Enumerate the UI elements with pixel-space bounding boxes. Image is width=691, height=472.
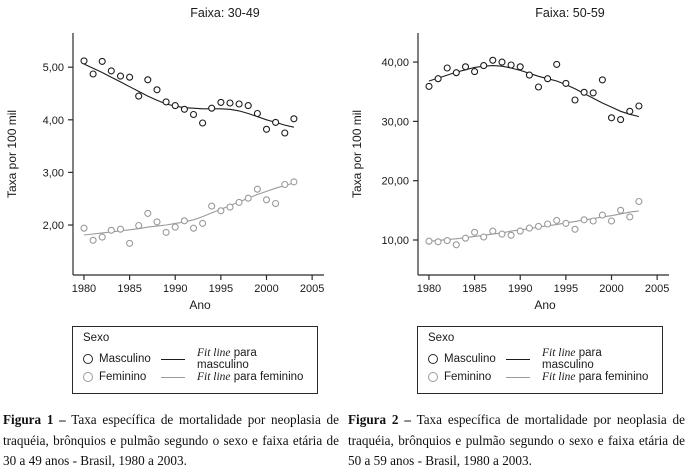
data-point-masculino xyxy=(254,111,260,117)
data-point-feminino xyxy=(453,242,459,248)
data-point-feminino xyxy=(636,199,642,205)
data-point-masculino xyxy=(581,89,587,95)
figure1-column xyxy=(0,0,345,472)
data-point-masculino xyxy=(99,58,105,64)
legend-masculino-label: Masculino xyxy=(444,353,496,365)
legend-feminino-label: Feminino xyxy=(444,371,492,383)
data-point-masculino xyxy=(163,99,169,105)
fit-line-rest: para feminino xyxy=(575,371,649,383)
data-point-masculino xyxy=(481,63,487,69)
fit-line-rest: para masculino xyxy=(542,347,602,371)
data-point-masculino xyxy=(463,64,469,70)
chart-title: Faixa: 30-49 xyxy=(190,6,260,20)
data-point-masculino xyxy=(127,74,133,80)
fit-line-feminino xyxy=(84,183,294,235)
data-point-feminino xyxy=(563,220,569,226)
data-point-feminino xyxy=(282,182,288,188)
data-point-feminino xyxy=(618,207,624,213)
data-point-feminino xyxy=(145,210,151,216)
x-axis-label: Ano xyxy=(189,298,211,312)
data-point-feminino xyxy=(264,197,270,203)
y-tick-label: 10,00 xyxy=(381,235,409,248)
data-point-masculino xyxy=(191,112,197,118)
data-point-masculino xyxy=(145,77,151,83)
data-point-feminino xyxy=(81,225,87,231)
fit-line-italic: Fit line xyxy=(542,371,576,383)
x-tick-label: 1985 xyxy=(462,283,487,295)
data-point-feminino xyxy=(435,239,441,245)
data-point-feminino xyxy=(590,218,596,224)
data-point-masculino xyxy=(572,97,578,103)
fit-line-rest: para feminino xyxy=(230,371,304,383)
data-point-feminino xyxy=(90,237,96,243)
legend-title: Sexo xyxy=(428,332,455,344)
x-tick-label: 2000 xyxy=(254,283,279,295)
data-point-masculino xyxy=(499,59,505,65)
data-point-feminino xyxy=(517,228,523,234)
data-point-feminino xyxy=(154,219,160,225)
y-tick-label: 3,00 xyxy=(42,167,64,180)
data-point-feminino xyxy=(526,225,532,231)
data-point-masculino xyxy=(118,73,124,79)
data-point-masculino xyxy=(273,119,279,125)
figure2-caption-text: Taxa específica de mortalidade por neoplasia de traquéia, brônquios e pulmão segundo o sexo e faixa etária de 50 a 59 anos - Brasil, 1980 a 2003. xyxy=(348,412,685,469)
data-point-feminino xyxy=(163,229,169,235)
masculino-marker-icon xyxy=(83,354,93,364)
data-point-masculino xyxy=(627,108,633,114)
data-point-masculino xyxy=(609,115,615,121)
x-tick-label: 1995 xyxy=(553,283,579,295)
x-tick-label: 2000 xyxy=(599,283,624,295)
data-point-feminino xyxy=(536,223,542,229)
x-tick-label: 2005 xyxy=(299,283,325,295)
legend-row-masculino xyxy=(428,347,654,371)
data-point-feminino xyxy=(291,179,297,185)
fit-line-masculino-sample-icon xyxy=(161,359,185,360)
data-point-masculino xyxy=(599,77,605,83)
data-point-masculino xyxy=(236,101,242,107)
data-point-masculino xyxy=(264,126,270,132)
data-point-feminino xyxy=(463,235,469,241)
data-point-feminino xyxy=(572,226,578,232)
fit-line-feminino xyxy=(429,211,639,241)
data-point-feminino xyxy=(99,234,105,240)
data-point-masculino xyxy=(172,103,178,109)
legend-fitline-masculino-label xyxy=(197,347,309,371)
fit-line-feminino-sample-icon xyxy=(161,377,185,378)
figure2-caption xyxy=(348,410,685,472)
y-axis-label: Taxa por 100 mil xyxy=(350,109,364,199)
fit-line-masculino-sample-icon xyxy=(506,359,530,360)
legend-title: Sexo xyxy=(83,332,110,344)
data-point-feminino xyxy=(627,214,633,220)
data-point-feminino xyxy=(499,231,505,237)
data-point-feminino xyxy=(581,217,587,223)
legend-feminino-label: Feminino xyxy=(99,371,147,383)
x-axis-label: Ano xyxy=(534,298,556,312)
data-point-feminino xyxy=(599,212,605,218)
data-point-feminino xyxy=(444,238,450,244)
data-point-feminino xyxy=(254,186,260,192)
data-point-feminino xyxy=(245,195,251,201)
data-point-feminino xyxy=(200,220,206,226)
x-tick-label: 1980 xyxy=(71,283,97,295)
data-point-feminino xyxy=(118,226,124,232)
x-tick-label: 1985 xyxy=(117,283,142,295)
data-point-masculino xyxy=(536,84,542,90)
data-point-feminino xyxy=(609,218,615,224)
data-point-masculino xyxy=(108,68,114,74)
masculino-marker-icon xyxy=(428,354,438,364)
data-point-masculino xyxy=(618,117,624,123)
data-point-masculino xyxy=(282,130,288,136)
y-tick-label: 40,00 xyxy=(381,57,409,70)
data-point-masculino xyxy=(472,69,478,75)
data-point-feminino xyxy=(218,208,224,214)
legend-fitline-masculino-label xyxy=(542,347,654,371)
x-tick-label: 1990 xyxy=(507,283,533,295)
data-point-masculino xyxy=(181,106,187,112)
data-point-feminino xyxy=(191,225,197,231)
data-point-masculino xyxy=(508,62,514,68)
data-point-feminino xyxy=(181,218,187,224)
data-point-masculino xyxy=(636,103,642,109)
data-point-masculino xyxy=(245,103,251,109)
data-point-masculino xyxy=(545,76,551,82)
feminino-marker-icon xyxy=(428,372,438,382)
data-point-feminino xyxy=(472,229,478,235)
data-point-feminino xyxy=(209,203,215,209)
figure2-chart xyxy=(345,0,690,318)
figure1-caption-label: Figura 1 – xyxy=(3,412,66,427)
data-point-masculino xyxy=(435,76,441,82)
data-point-feminino xyxy=(172,224,178,230)
figure1-legend xyxy=(72,326,318,394)
data-point-feminino xyxy=(508,232,514,238)
fit-line-masculino xyxy=(429,66,639,117)
y-tick-label: 4,00 xyxy=(42,114,64,127)
fit-line-italic: Fit line xyxy=(542,347,576,359)
x-tick-label: 1990 xyxy=(162,283,188,295)
x-tick-label: 1980 xyxy=(416,283,442,295)
figure1-caption xyxy=(3,410,339,472)
legend-fitline-feminino-label xyxy=(197,371,309,383)
data-point-feminino xyxy=(227,204,233,210)
data-point-feminino xyxy=(127,240,133,246)
data-point-feminino xyxy=(481,234,487,240)
data-point-masculino xyxy=(490,57,496,63)
data-point-masculino xyxy=(136,93,142,99)
legend-row-masculino xyxy=(83,347,309,371)
data-point-feminino xyxy=(426,238,432,244)
figure2-column xyxy=(345,0,691,472)
data-point-masculino xyxy=(444,65,450,71)
legend-masculino-label: Masculino xyxy=(99,353,151,365)
data-point-masculino xyxy=(554,61,560,67)
y-axis-label: Taxa por 100 mil xyxy=(5,109,19,199)
data-point-masculino xyxy=(453,70,459,76)
fit-line-italic: Fit line xyxy=(197,371,231,383)
data-point-feminino xyxy=(108,227,114,233)
data-point-masculino xyxy=(291,116,297,122)
data-point-masculino xyxy=(90,71,96,77)
feminino-marker-icon xyxy=(83,372,93,382)
data-point-feminino xyxy=(236,199,242,205)
figure2-caption-label: Figura 2 – xyxy=(348,412,411,427)
x-tick-label: 1995 xyxy=(208,283,234,295)
data-point-masculino xyxy=(590,90,596,96)
fit-line-rest: para masculino xyxy=(197,347,257,371)
fit-line-masculino xyxy=(84,64,294,127)
data-point-feminino xyxy=(490,228,496,234)
data-point-masculino xyxy=(526,72,532,78)
data-point-masculino xyxy=(81,58,87,64)
figure1-chart xyxy=(0,0,345,318)
y-tick-label: 20,00 xyxy=(381,175,409,188)
data-point-masculino xyxy=(227,100,233,106)
data-point-feminino xyxy=(273,201,279,207)
data-point-masculino xyxy=(209,105,215,111)
legend-fitline-feminino-label xyxy=(542,371,654,383)
fit-line-italic: Fit line xyxy=(197,347,231,359)
data-point-masculino xyxy=(218,99,224,105)
chart-title: Faixa: 50-59 xyxy=(535,6,605,20)
data-point-masculino xyxy=(517,64,523,70)
data-point-feminino xyxy=(136,223,142,229)
data-point-feminino xyxy=(554,217,560,223)
data-point-masculino xyxy=(200,120,206,126)
data-point-masculino xyxy=(154,87,160,93)
x-tick-label: 2005 xyxy=(644,283,670,295)
figure2-legend xyxy=(417,326,663,394)
figure1-caption-text: Taxa específica de mortalidade por neoplasia de traquéia, brônquios e pulmão segundo o sexo e faixa etária de 30 a 49 anos - Brasil, 1980 a 2003. xyxy=(3,412,339,469)
data-point-feminino xyxy=(545,221,551,227)
fit-line-feminino-sample-icon xyxy=(506,377,530,378)
y-tick-label: 30,00 xyxy=(381,116,409,129)
y-tick-label: 2,00 xyxy=(42,220,64,233)
y-tick-label: 5,00 xyxy=(42,62,64,75)
data-point-masculino xyxy=(426,83,432,89)
data-point-masculino xyxy=(563,80,569,86)
